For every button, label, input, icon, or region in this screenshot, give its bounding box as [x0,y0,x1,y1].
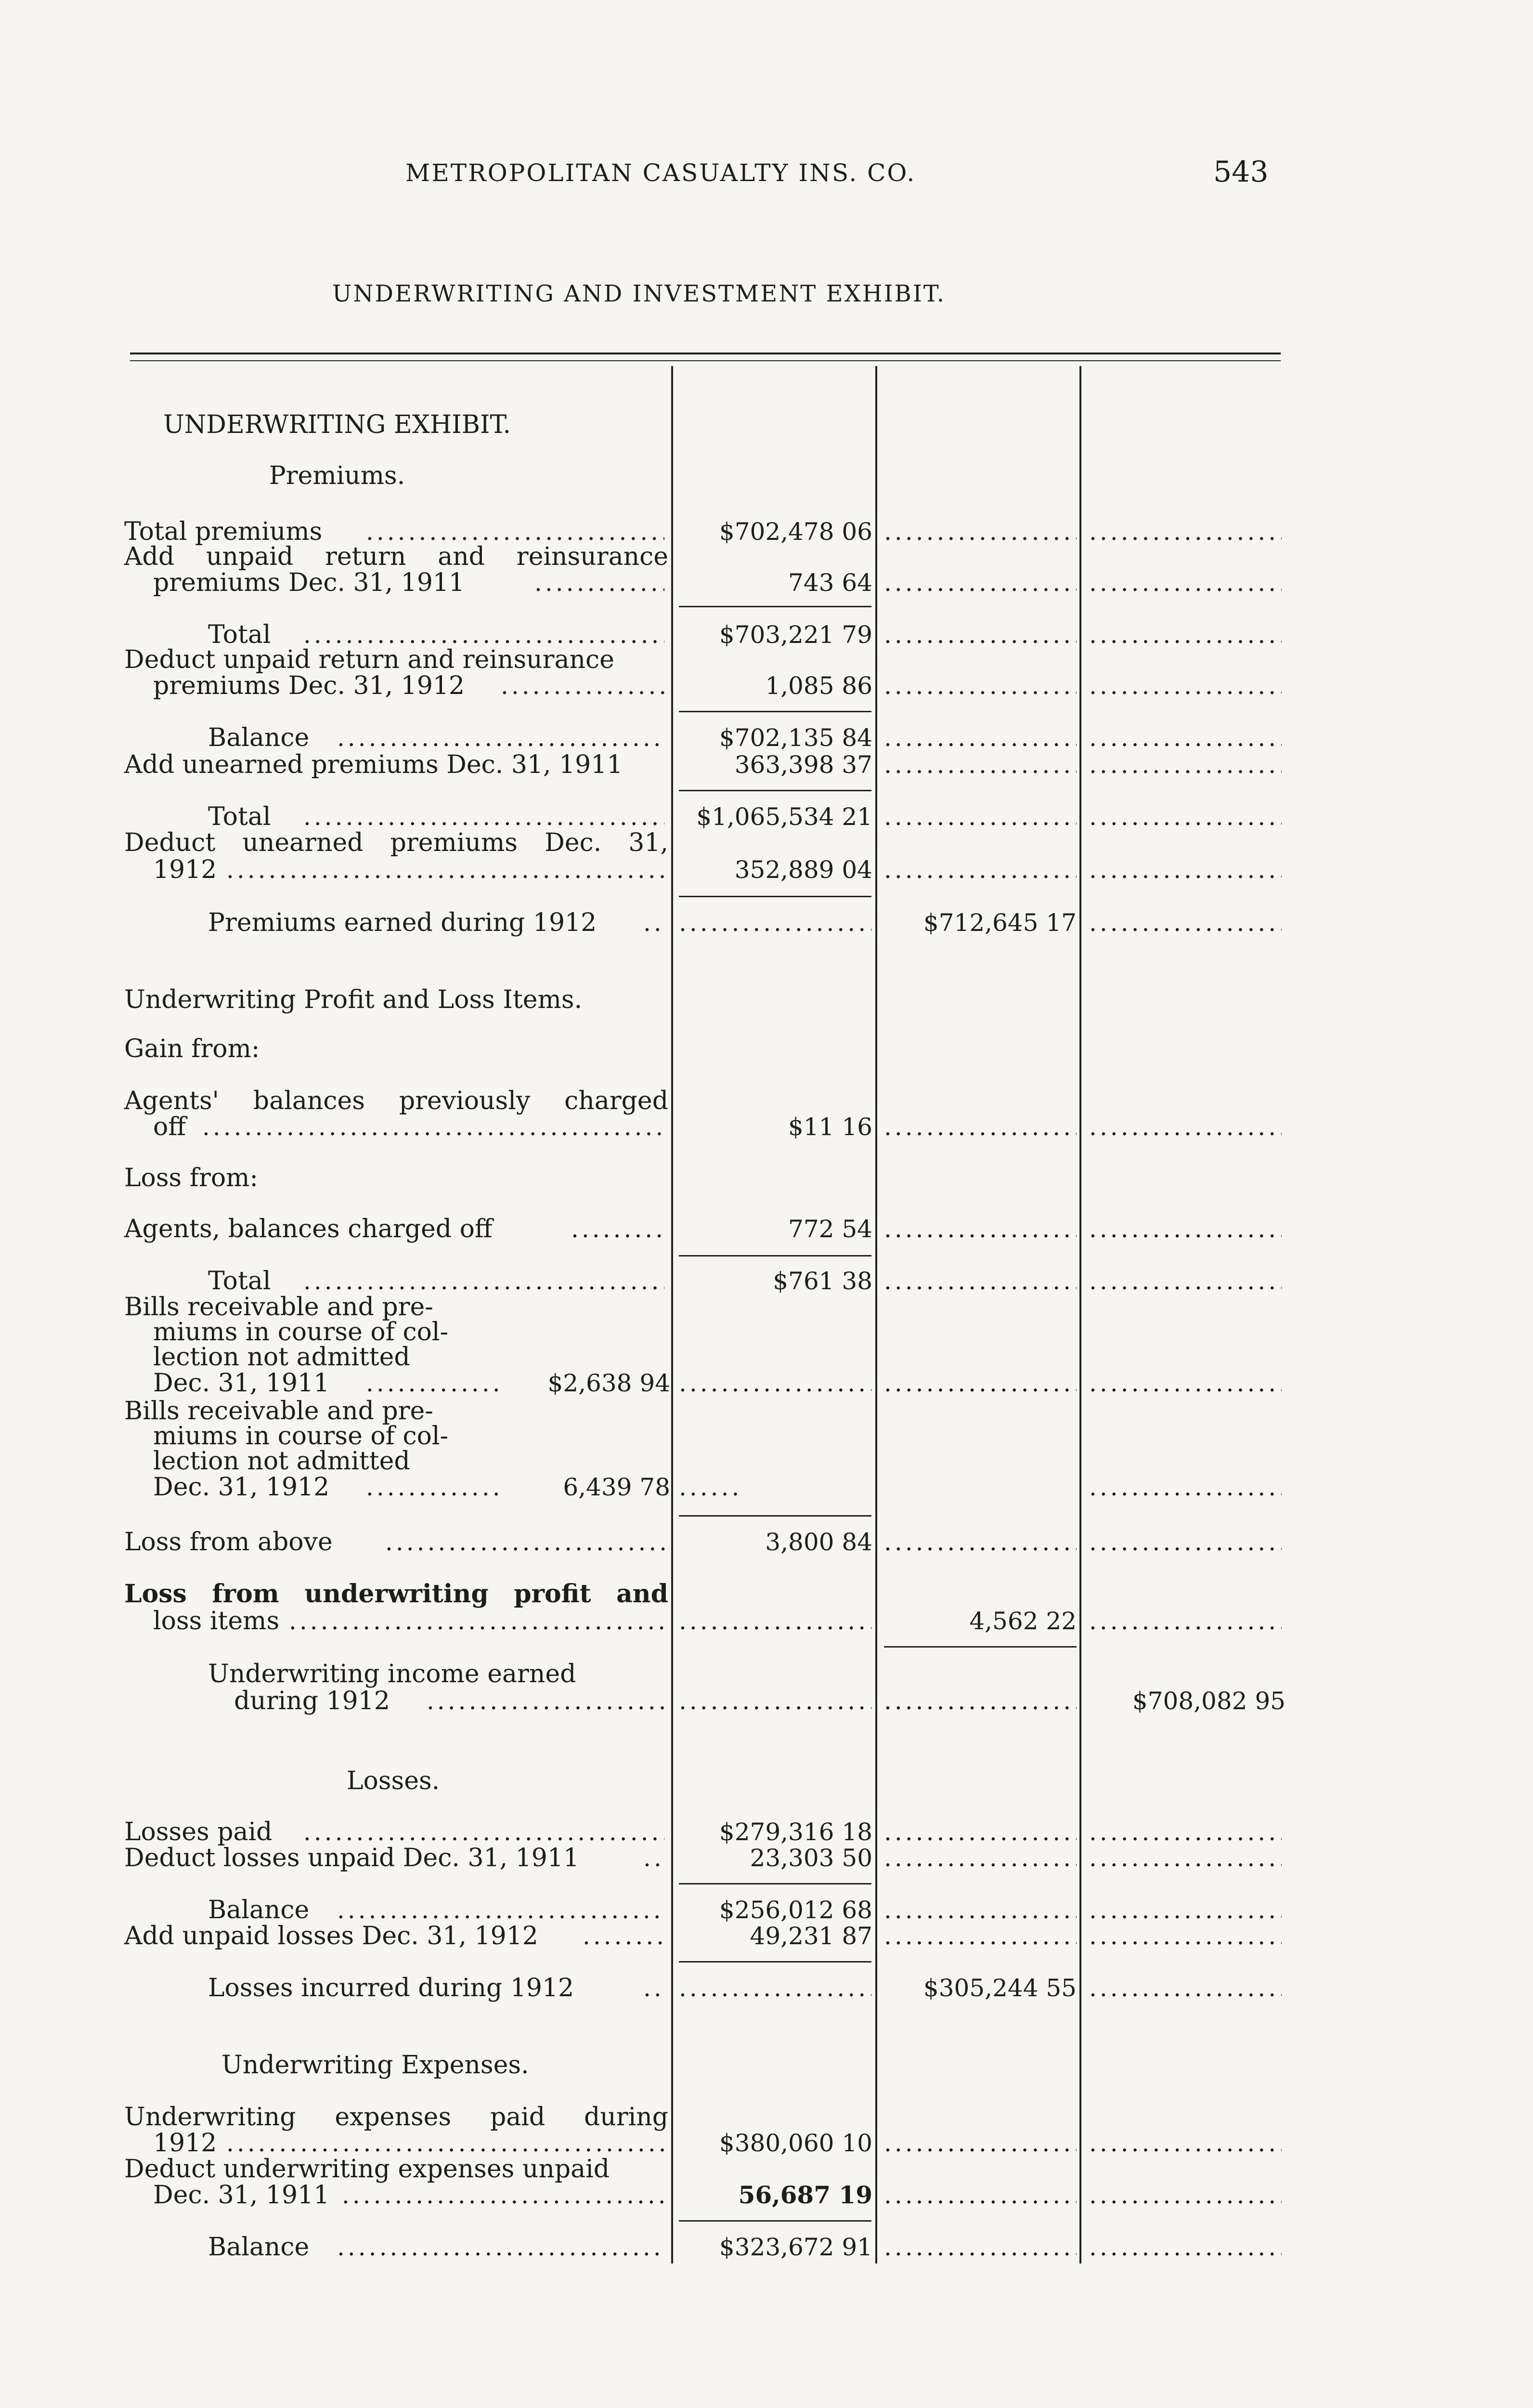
row-label: 1912 [153,2129,217,2158]
row-label: Dec. 31, 1912 [153,1473,330,1502]
row-label: Add unearned premiums Dec. 31, 1911 [124,750,623,779]
word: underwriting [304,1579,489,1609]
leader-dots [884,517,1077,546]
row-label: Underwriting income earned [208,1660,576,1688]
leader-dots [1089,1844,1282,1872]
top-rule [130,353,1281,354]
leader-dots [884,855,1077,884]
leader-dots [1089,1818,1282,1846]
leader-dots [289,1607,664,1636]
leader-dots [679,1687,871,1715]
leader-dots [202,1112,664,1141]
sum-rule [679,1255,871,1256]
leader-dots [884,2181,1077,2210]
word: Loss [124,1579,187,1609]
amount: $279,316 18 [719,1818,872,1846]
leader-dots [884,1267,1077,1296]
row-label: Deduct unpaid return and reinsurance [124,645,614,674]
amount: 49,231 87 [750,1922,872,1950]
leader-dots [679,1473,741,1502]
leader-dots [427,1687,664,1715]
amount: $761 38 [773,1267,872,1295]
leader-dots [571,1215,664,1243]
leader-dots [884,1844,1077,1872]
leader-dots [1089,517,1282,546]
row-label [124,2103,668,2132]
word: and [438,542,485,571]
word: during [584,2103,668,2132]
sum-rule [679,896,871,897]
amount: 363,398 37 [734,751,872,779]
amount: 4,562 22 [969,1607,1077,1635]
leader-dots [385,1528,664,1557]
row-label: lection not admitted [153,1343,410,1372]
page-number: 543 [1213,155,1269,189]
row-label: Balance [208,1896,310,1924]
row-label: Total premiums [124,517,323,546]
losses-heading: Losses. [347,1767,440,1795]
amount: $305,244 55 [923,1974,1077,2002]
word: Agents' [124,1086,219,1115]
amount: $323,672 91 [719,2233,872,2261]
amount: 743 64 [788,569,872,597]
leader-dots [337,2233,664,2262]
word: 31, [628,828,668,857]
leader-dots [884,750,1077,779]
leader-dots [1089,1369,1282,1398]
word: unearned [242,828,364,857]
leader-dots [643,1974,664,2002]
row-label [124,828,668,857]
leader-dots [366,1473,501,1502]
amount: 56,687 19 [738,2181,872,2209]
leader-dots [226,855,664,884]
row-label: Dec. 31, 1911 [153,1369,330,1398]
leader-dots [1089,2181,1282,2210]
amount: $1,065,534 21 [696,803,872,831]
leader-dots [643,908,664,937]
row-label: loss items [153,1607,280,1636]
premiums-heading: Premiums. [269,461,405,490]
amount: $702,478 06 [719,518,872,546]
leader-dots [884,1922,1077,1950]
sum-rule [679,711,871,712]
word: and [616,1579,668,1609]
row-label: miums in course of col- [153,1318,449,1347]
leader-dots [679,1974,871,2002]
sum-rule [884,1646,1077,1648]
leader-dots [884,723,1077,752]
leader-dots [1089,2129,1282,2158]
row-label: Premiums earned during 1912 [208,908,597,937]
amount: 1,085 86 [765,672,872,700]
leader-dots [1089,1215,1282,1243]
row-label: Balance [208,723,310,752]
exhibit-title: UNDERWRITING AND INVESTMENT EXHIBIT. [332,280,946,307]
row-label: miums in course of col- [153,1422,449,1451]
row-label: Loss from above [124,1528,333,1557]
total-premiums-row [0,517,1533,546]
leader-dots [884,1369,1077,1398]
leader-dots [679,1369,871,1398]
row-label: Losses incurred during 1912 [208,1974,574,2002]
gain-from-label: Gain from: [124,1034,260,1063]
word: paid [490,2103,546,2132]
row-label [124,1580,668,1609]
amount: 23,303 50 [750,1844,872,1872]
leader-dots [1089,908,1282,937]
page-header-title: METROPOLITAN CASUALTY INS. CO. [405,159,916,187]
sum-rule [679,606,871,607]
word: previously [399,1086,531,1115]
row-label: premiums Dec. 31, 1911 [153,568,465,597]
leader-dots [226,2129,664,2158]
leader-dots [303,1818,664,1846]
leader-dots [1089,1267,1282,1296]
word: unpaid [206,542,294,571]
row-label: Bills receivable and pre- [124,1293,433,1322]
word: Underwriting [124,2103,296,2132]
loss-from-label: Loss from: [124,1164,258,1192]
amount: $380,060 10 [719,2129,872,2157]
word: balances [253,1086,365,1115]
leader-dots [337,723,664,752]
leader-dots [884,1215,1077,1243]
leader-dots [303,802,664,831]
leader-dots [643,1844,664,1872]
leader-dots [884,1112,1077,1141]
amount: $11 16 [788,1113,872,1141]
word: return [325,542,406,571]
row-label: premiums Dec. 31, 1912 [153,671,465,700]
amount: 772 54 [788,1215,872,1243]
word: Add [124,542,175,571]
leader-dots [1089,568,1282,597]
leader-dots [1089,1112,1282,1141]
leader-dots [342,2181,664,2210]
row-label: Bills receivable and pre- [124,1397,433,1426]
row-label [124,1086,668,1115]
amount: $256,012 68 [719,1896,872,1924]
amount: $2,638 94 [547,1369,670,1397]
leader-dots [534,568,664,597]
row-label: during 1912 [234,1687,390,1715]
leader-dots [583,1922,664,1950]
sum-rule [679,790,871,791]
row-label: Agents, balances charged off [124,1215,493,1243]
row-label [124,542,668,571]
leader-dots [501,671,664,700]
leader-dots [1089,723,1282,752]
leader-dots [1089,1607,1282,1636]
word: Deduct [124,828,216,857]
amount: 6,439 78 [563,1473,670,1501]
row-label: Deduct losses unpaid Dec. 31, 1911 [124,1844,580,1872]
sum-rule [679,2220,871,2222]
leader-dots [884,2233,1077,2262]
leader-dots [884,1896,1077,1924]
word: reinsurance [516,542,668,571]
leader-dots [1089,855,1282,884]
leader-dots [1089,1974,1282,2002]
word: from [212,1579,279,1609]
leader-dots [366,517,664,546]
leader-dots [1089,750,1282,779]
row-label: Total [208,1267,271,1296]
row-label: Total [208,802,271,831]
word: premiums [390,828,518,857]
row-label: Add unpaid losses Dec. 31, 1912 [124,1922,538,1950]
word: charged [564,1086,668,1115]
leader-dots [1089,1922,1282,1950]
leader-dots [679,908,871,937]
amount: $703,221 79 [719,621,872,649]
leader-dots [1089,802,1282,831]
amount: 352,889 04 [734,856,872,884]
row-label: lection not admitted [153,1447,410,1476]
leader-dots [884,620,1077,649]
row-label: Dec. 31, 1911 [153,2181,330,2210]
leader-dots [303,1267,664,1296]
leader-dots [1089,1528,1282,1557]
leader-dots [884,671,1077,700]
row-label: Deduct underwriting expenses unpaid [124,2155,610,2184]
leader-dots [1089,1896,1282,1924]
leader-dots [1089,1473,1282,1502]
expenses-heading: Underwriting Expenses. [221,2051,529,2080]
amount: $702,135 84 [719,724,872,752]
leader-dots [884,568,1077,597]
amount: $712,645 17 [923,909,1077,937]
leader-dots [884,2129,1077,2158]
leader-dots [1089,671,1282,700]
amount: 3,800 84 [765,1528,872,1556]
leader-dots [303,620,664,649]
leader-dots [884,802,1077,831]
row-label: Losses paid [124,1818,273,1846]
underwriting-heading: UNDERWRITING EXHIBIT. [163,410,511,439]
top-rule-2 [130,360,1281,361]
leader-dots [679,1607,871,1636]
word: profit [514,1579,591,1609]
word: Dec. [545,828,602,857]
word: expenses [335,2103,452,2132]
row-label: off [153,1112,186,1141]
sum-rule [679,1883,871,1885]
leader-dots [884,1528,1077,1557]
leader-dots [884,1687,1077,1715]
profit-loss-heading: Underwriting Profit and Loss Items. [124,985,583,1014]
leader-dots [1089,2233,1282,2262]
leader-dots [366,1369,501,1398]
leader-dots [1089,620,1282,649]
row-label: Balance [208,2233,310,2262]
amount: $708,082 95 [1132,1687,1286,1715]
leader-dots [337,1896,664,1924]
sum-rule [679,1961,871,1963]
row-label: 1912 [153,855,217,884]
leader-dots [884,1818,1077,1846]
sum-rule [679,1515,871,1517]
row-label: Total [208,620,271,649]
